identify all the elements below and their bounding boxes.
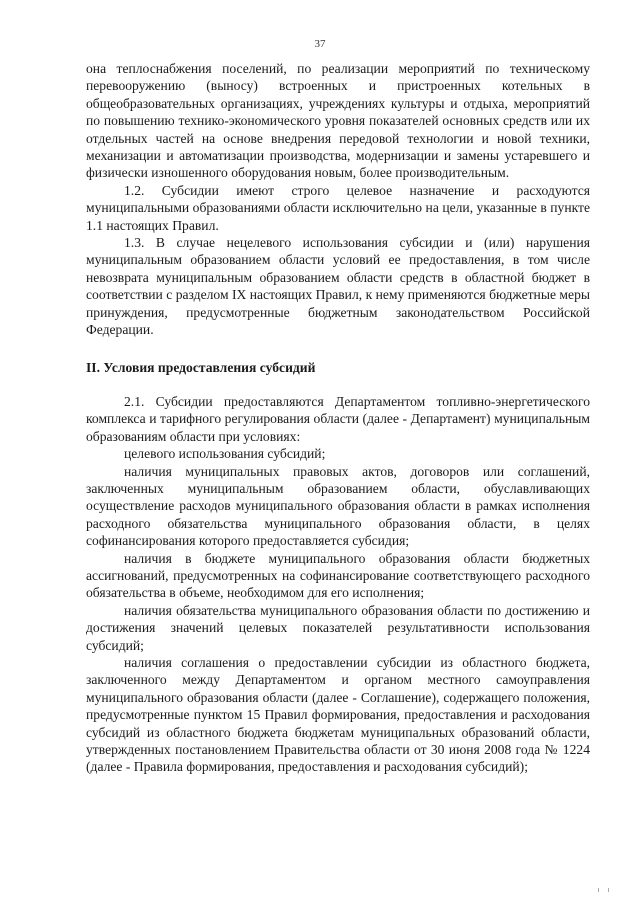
document-body [86, 60, 590, 776]
scan-corner-mark [596, 886, 616, 895]
scan-marks-icon [596, 887, 616, 893]
clause-2-1: 2.1. Субсидии предоставляются Департаментом топливно-энергетического комплекса и тарифного регулирования области (далее - Департамент) муниципальным образованиям области при условиях: [86, 393, 590, 444]
condition-item: наличия соглашения о предоставлении субсидии из областного бюджета, заключенного между Департаментом и органом местного самоуправления муниципального образования области (далее - Соглашение), содержащего положения, предусмотренные пунктом 15 Правил формирования, предоставления и расходования субсидий из областного бюджета бюджетам муниципальных образований области, утвержденных постановлением Правительства области от 30 июня 2008 года № 1224 (далее - Правила формирования, предоставления и расходования субсидий); [86, 655, 590, 775]
intro-paragraph: она теплоснабжения поселений, по реализации мероприятий по техническому перевооружению (выносу) встроенных и пристроенных котельных в общеобразовательных организациях, учреждениях культуры и отдыха, мероприятий по повышению технико-экономического уровня показателей основных средств или их отдельных частей на основе внедрения передовой технологии и новой техники, механизации и автоматизации производства, модернизации и замены устаревшего и физически изношенного оборудования новым, более производительным. [86, 61, 590, 181]
condition-item: наличия муниципальных правовых актов, договоров или соглашений, заключенных муниципальным образованием области, обуславливающих осуществление расходов муниципального образования области в рамках исполнения расходного обязательства муниципального образования области, в целях софинансирования которого предоставляется субсидия; [86, 463, 590, 549]
condition-item: наличия в бюджете муниципального образования области бюджетных ассигнований, предусмотренных на софинансирование соответствующего расходного обязательства в объеме, необходимом для его исполнения; [86, 550, 590, 601]
condition-item: наличия обязательства муниципального образования области по достижению и достижения значений целевых показателей результативности использования субсидий; [86, 602, 590, 653]
section-heading: II. Условия предоставления субсидий [86, 359, 316, 375]
page-number: 37 [314, 38, 326, 50]
clause-1-2: 1.2. Субсидии имеют строго целевое назначение и расходуются муниципальными образованиями области исключительно на цели, указанные в пункте 1.1 настоящих Правил. [86, 182, 590, 233]
clause-1-3: 1.3. В случае нецелевого использования субсидии и (или) нарушения муниципальным образованием области условий ее предоставления, в том числе невозврата муниципальным образованием области средств в областной бюджет в соответствии с разделом IX настоящих Правил, к нему применяются бюджетные меры принуждения, предусмотренные бюджетным законодательством Российской Федерации. [86, 235, 590, 338]
condition-item: целевого использования субсидий; [124, 446, 326, 462]
